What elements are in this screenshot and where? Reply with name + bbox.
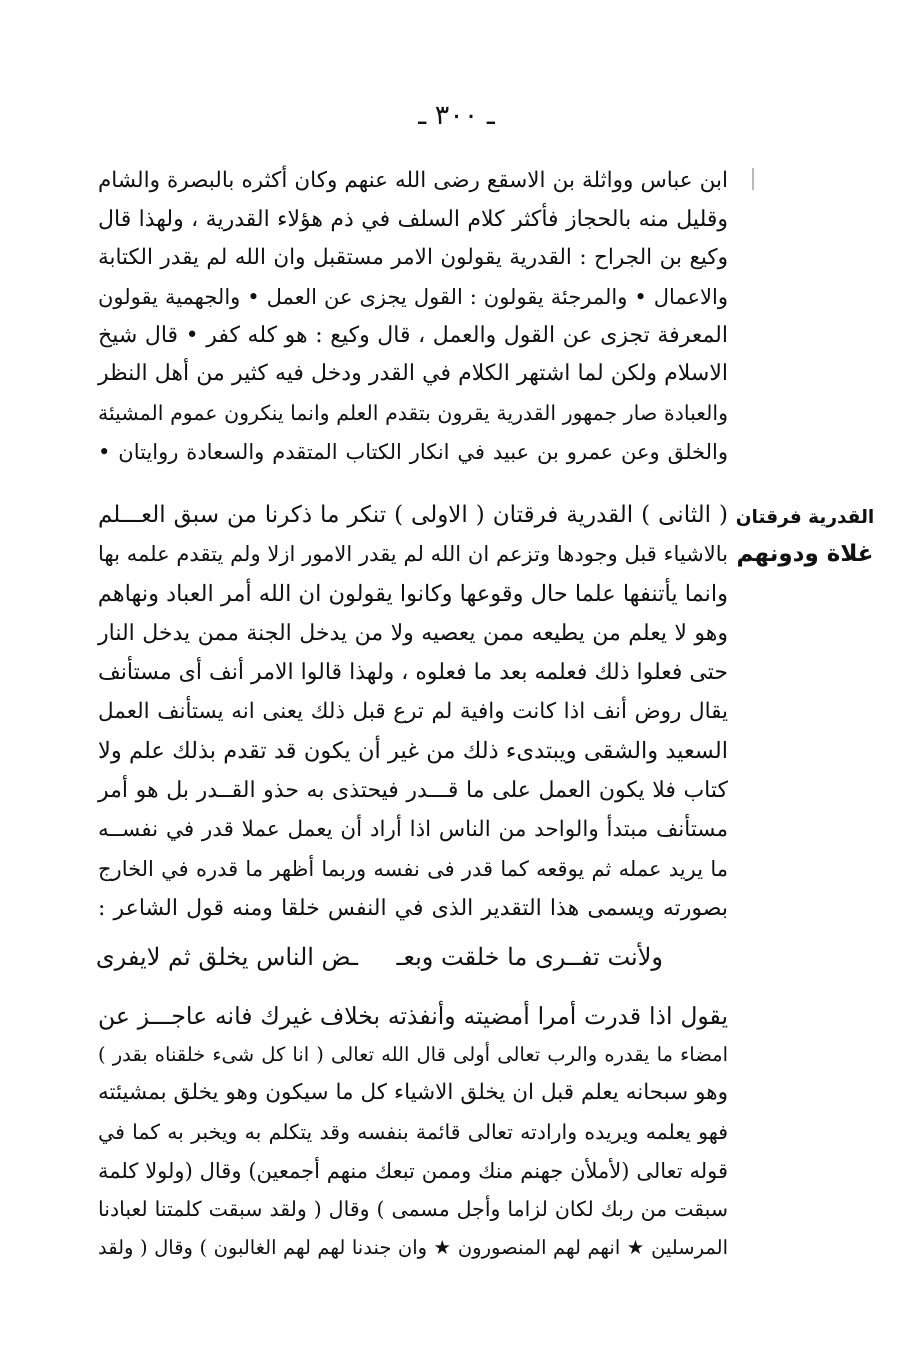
verse-first-hemistich: ولأنت تفــرى ما خلقت وبعـ xyxy=(396,943,663,971)
text-line: والاعمال • والمرجئة يقولون : القول يجزى عن العمل • والجهمية يقولون xyxy=(98,285,728,310)
margin-heading-line: القدرية فرقتان xyxy=(735,507,875,528)
text-line: السعيد والشقى ويبتدىء ذلك من غير أن يكون قد تقدم بذلك علم ولا xyxy=(98,737,728,764)
margin-heading-line: غلاة ودونهم xyxy=(736,541,874,567)
margin-heading xyxy=(735,500,875,572)
text-line: كتاب فلا يكون العمل على ما قـــدر فيحتذى به حذو القــدر بل هو أمر xyxy=(98,778,728,804)
text-line: والخلق وعن عمرو بن عبيد في انكار الكتاب المتقدم والسعادة روايتان • xyxy=(98,439,728,464)
text-line: ما يريد عمله ثم يوقعه كما قدر فى نفسه وربما أظهر ما قدره في الخارج xyxy=(98,856,728,881)
text-line: مستأنف مبتدأ والواحد من الناس اذا أراد أن يعمل عملا قدر في نفســه xyxy=(98,817,728,843)
paragraph-2 xyxy=(98,496,728,928)
text-line: فهو يعلمه ويريده وارادته تعالى قائمة بنفسه وقد يتكلم به ويخبر به كما في xyxy=(98,1120,728,1145)
text-line: قوله تعالى (لأملأن جهنم منك وممن تبعك منهم أجمعين) وقال (ولولا كلمة xyxy=(98,1158,728,1183)
text-line: الاسلام ولكن لما اشتهر الكلام في القدر ودخل فيه كثير من أهل النظر xyxy=(98,361,728,387)
text-line: يقول اذا قدرت أمرا أمضيته وأنفذته بخلاف غيرك فانه عاجـــز عن xyxy=(98,1002,728,1030)
verse-second-hemistich: ـض الناس يخلق ثم لايفرى xyxy=(95,943,358,971)
text-line: والعبادة صار جمهور القدرية يقرون بتقدم العلم وانما ينكرون عموم المشيئة xyxy=(98,401,728,426)
margin-mark xyxy=(752,168,754,190)
text-line: وهو سبحانه يعلم قبل ان يخلق الاشياء كل ما سيكون وهو يخلق بمشيئته xyxy=(98,1080,728,1106)
text-line: المعرفة تجزى عن القول والعمل ، قال وكيع : هو كله كفر • قال شيخ xyxy=(98,322,728,348)
paragraph-1 xyxy=(98,162,728,472)
page-number: ـ ٣٠٠ ـ xyxy=(418,100,495,131)
text-line: وهو لا يعلم من يطيعه ممن يعصيه ولا من يدخل الجنة ممن يدخل النار xyxy=(98,620,728,646)
text-line: وانما يأتنفها علما حال وقوعها وكانوا يقولون ان الله أمر العباد ونهاهم xyxy=(97,580,728,607)
text-line: امضاء ما يقدره والرب تعالى أولى قال الله تعالى ( انا كل شىء خلقناه بقدر ) xyxy=(98,1042,728,1066)
text-line: ( الثانى ) القدرية فرقتان ( الاولى ) تنكر ما ذكرنا من سبق العـــلم xyxy=(98,502,728,528)
text-line: سبقت من ربك لكان لزاما وأجل مسمى ) وقال ( ولقد سبقت كلمتنا لعبادنا xyxy=(98,1197,728,1222)
text-line: بصورته ويسمى هذا التقدير الذى في النفس خلقا ومنه قول الشاعر : xyxy=(98,895,728,921)
text-line: حتى فعلوا ذلك فعلمه بعد ما فعلوه ، ولهذا قالوا الامر أنف أى مستأنف xyxy=(98,660,728,686)
text-line: المرسلين ★ انهم لهم المنصورون ★ وان جندنا لهم لهم الغالبون ) وقال ( ولقد xyxy=(98,1236,728,1260)
text-line: وقليل منه بالحجاز فأكثر كلام السلف في ذم هؤلاء القدرية ، ولهذا قال xyxy=(98,206,728,232)
text-line: ابن عباس وواثلة بن الاسقع رضى الله عنهم وكان أكثره بالبصرة والشام xyxy=(98,168,728,193)
paragraph-3 xyxy=(98,997,728,1268)
text-line: بالاشياء قبل وجودها وتزعم ان الله لم يقدر الامور ازلا ولم يتقدم علمه بها xyxy=(98,542,728,567)
text-line: يقال روض أنف اذا كانت وافية لم ترع قبل ذلك يعنى انه يستأنف العمل xyxy=(98,699,728,725)
text-line: وكيع بن الجراح : القدرية يقولون الامر مستقبل وان الله لم يقدر الكتابة xyxy=(98,245,728,271)
